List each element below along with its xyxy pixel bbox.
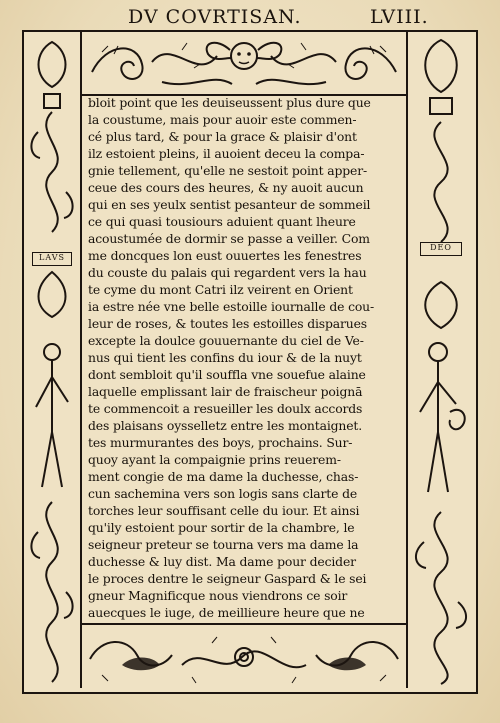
cherub-head-icon	[207, 43, 282, 69]
text-line: quoy ayant la compaignie prins reuerem-	[88, 452, 341, 467]
bird-figure-icon	[122, 658, 366, 671]
left-ornament	[24, 32, 82, 688]
figure-with-lamb-icon	[420, 343, 465, 492]
text-line: ceue des cours des heures, & ny auoit aucun	[88, 180, 364, 195]
text-line: dont sembloit qu'il soufflа vne souefue alaine	[88, 367, 366, 382]
text-line: la coustume, mais pour auoir este commen-	[88, 112, 357, 127]
text-line: ia estre née vne belle estoille iournalle de cou-	[88, 299, 375, 314]
text-line: ilz estoient pleins, il auoient deceu la compa-	[88, 146, 365, 161]
folio-number: LVIII.	[370, 6, 429, 28]
text-line: cun sachemina vers son logis sans clarte de	[88, 486, 358, 501]
text-line: bloit point que les deuiseussent plus dure que	[88, 95, 371, 110]
text-line: ment congie de ma dame la duchesse, chas-	[88, 469, 359, 484]
text-line: gneur Magnificque nous viendrons ce soir	[88, 588, 348, 603]
text-line: qu'ily estoient pour sortir de la chambre, le	[88, 520, 355, 535]
main-text	[84, 94, 406, 622]
text-line: te commencoit a resueiller les doulx accords	[88, 401, 363, 416]
text-line: torches leur souffisant celle du iour. Et ainsi	[88, 503, 360, 518]
text-line: me doncques lon eust ouuertes les fenestres	[88, 248, 362, 263]
right-tablet-label: DEO	[420, 242, 462, 256]
text-line: des plaisans oysselletz entre les montaignet.	[88, 418, 363, 433]
text-line: cé plus tard, & pour la grace & plaisir d'ont	[88, 129, 357, 144]
page-header	[0, 4, 500, 32]
running-head: DV COVRTISAN.	[128, 6, 302, 28]
left-tablet-label: LAVS	[32, 252, 72, 266]
text-line: qui en ses yeulx sentist pesanteur de sommeil	[88, 197, 371, 212]
text-line: duchesse & luy dist. Ma dame pour decider	[88, 554, 356, 569]
text-line: ce qui quasi tousiours aduient quant lheure	[88, 214, 356, 229]
text-line: le proces dentre le seigneur Gaspard & le sei	[88, 571, 367, 586]
text-line: acoustumée de dormir se passe a veiller. Com	[88, 231, 370, 246]
text-line: leur de roses, & toutes les estoilles disparues	[88, 316, 368, 331]
text-line: excepte la doulce gouuernante du ciel de Ve-	[88, 333, 364, 348]
top-ornament	[82, 32, 406, 96]
text-line: gnie tellement, qu'elle ne sestoit point apper-	[88, 163, 367, 178]
text-line: te cyme du mont Catri ilz veirent en Orient	[88, 282, 353, 297]
human-figure-icon	[36, 344, 68, 487]
text-line: seigneur preteur se tourna vers ma dame la	[88, 537, 359, 552]
text-line: auecques le iuge, de meillieure heure que ne	[88, 605, 365, 620]
text-line: nus qui tient les confins du iour & de la nuyt	[88, 350, 362, 365]
text-line: du couste du palais qui regardent vers la hau	[88, 265, 367, 280]
text-line: laquelle emplissant lair de fraischeur poignā	[88, 384, 363, 399]
bottom-ornament	[82, 623, 406, 689]
text-line: tes murmurantes des boys, prochains. Sur-	[88, 435, 353, 450]
right-ornament	[406, 32, 474, 688]
